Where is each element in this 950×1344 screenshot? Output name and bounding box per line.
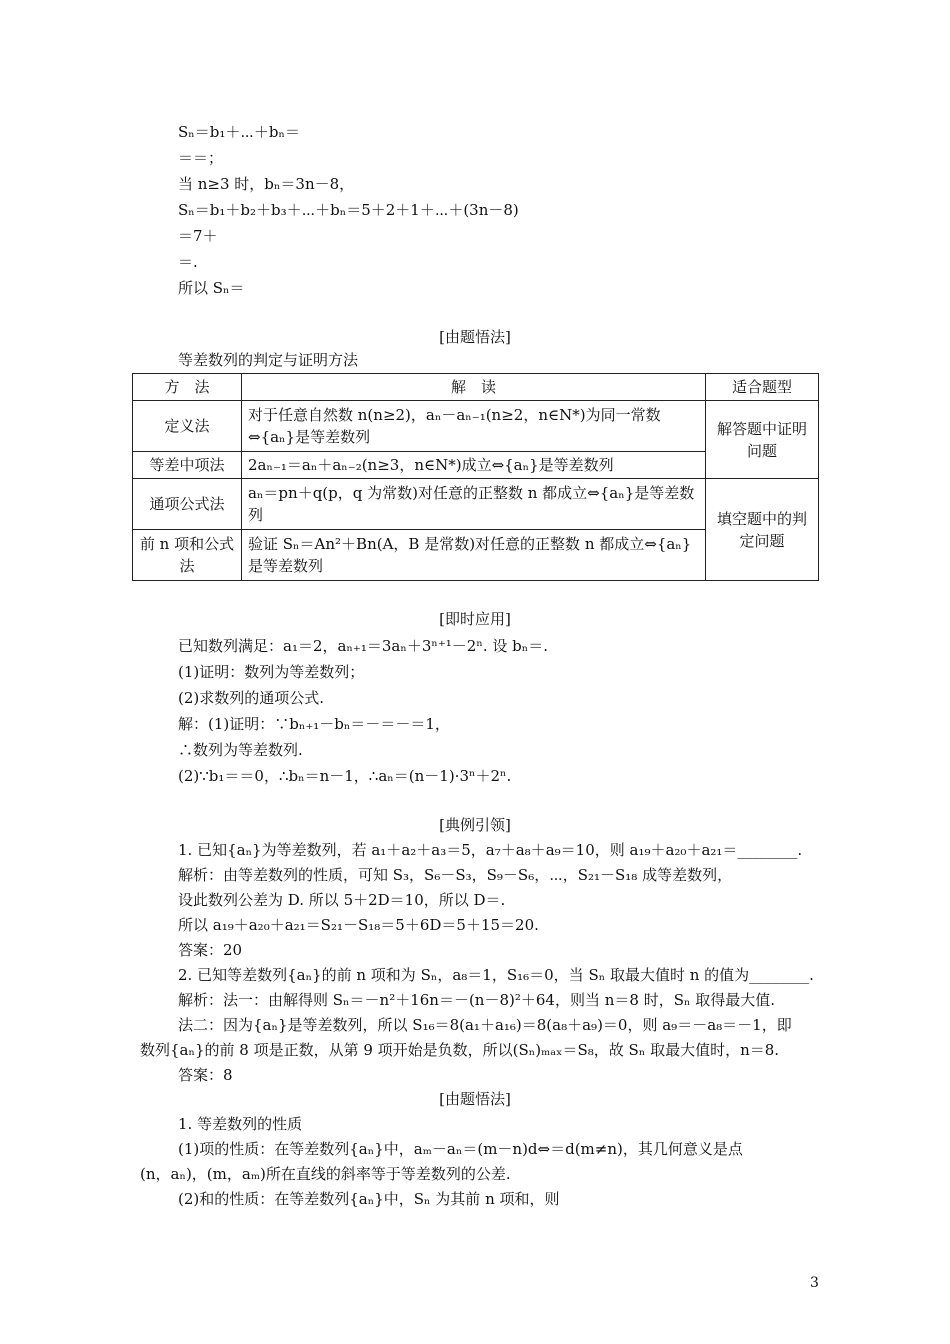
type-cell: 解答题中证明问题 <box>706 401 819 479</box>
table-row <box>133 479 819 530</box>
text-line: (2)和的性质：在等差数列{aₙ}中，Sₙ 为其前 n 项和，则 <box>178 1190 560 1208</box>
text-line: 法二：因为{aₙ}是等差数列，所以 S₁₆＝8(a₁＋a₁₆)＝8(a₈＋a₉)＝0，则 a₉＝－a₈＝－1，即 <box>178 1016 792 1034</box>
text-line: (2)求数列的通项公式. <box>178 689 325 707</box>
section-heading: [由题悟法] <box>439 328 511 346</box>
text-line: 已知数列满足：a₁＝2，aₙ₊₁＝3aₙ＋3ⁿ⁺¹－2ⁿ. 设 bₙ＝. <box>178 637 548 655</box>
section-heading: [典例引领] <box>439 816 511 834</box>
text-line: 所以 Sₙ＝ <box>178 279 245 297</box>
text-line: Sₙ＝b₁＋b₂＋b₃＋⋯＋bₙ＝5＋2＋1＋⋯＋(3n－8) <box>178 201 519 219</box>
text-line: ＝＝； <box>178 149 224 167</box>
text-line: 当 n≥3 时，bₙ＝3n－8， <box>178 175 355 193</box>
method-cell: 通项公式法 <box>133 479 242 530</box>
text-line: 设此数列公差为 D. 所以 5＋2D＝10，所以 D＝. <box>178 891 506 909</box>
text-line: 答案：8 <box>178 1066 233 1084</box>
explain-cell: 对于任意自然数 n(n≥2)，aₙ－aₙ₋₁(n≥2，n∈N*)为同一常数⇔{aₙ}是等差数列 <box>242 401 706 452</box>
text-line: 解析：由等差数列的性质，可知 S₃，S₆－S₃，S₉－S₆，⋯，S₂₁－S₁₈ 成等差数列， <box>178 866 733 884</box>
text-line: (1)证明：数列为等差数列； <box>178 663 365 681</box>
methods-table <box>132 373 819 581</box>
text-line: (1)项的性质：在等差数列{aₙ}中，aₘ－aₙ＝(m－n)d⇔＝d(m≠n)，其几何意义是点 <box>178 1140 743 1158</box>
column-header: 解 读 <box>242 374 706 401</box>
text-line: (n，aₙ)，(m，aₘ)所在直线的斜率等于等差数列的公差. <box>140 1165 511 1183</box>
text-line: 所以 a₁₉＋a₂₀＋a₂₁＝S₂₁－S₁₈＝5＋6D＝5＋15＝20. <box>178 916 539 934</box>
text-line: ＝. <box>178 253 198 271</box>
page-number: 3 <box>810 1275 819 1291</box>
text-line: 解：(1)证明：∵bₙ₊₁－bₙ＝－＝－＝1， <box>178 715 450 733</box>
type-cell: 填空题中的判定问题 <box>706 479 819 581</box>
column-header: 方 法 <box>133 374 242 401</box>
table-header-row <box>133 374 819 401</box>
column-header: 适合题型 <box>706 374 819 401</box>
text-line: ＝7＋ <box>178 227 218 245</box>
text-line: 数列{aₙ}的前 8 项是正数，从第 9 项开始是负数，所以(Sₙ)ₘₐₓ＝S₈，故 Sₙ 取最大值时，n＝8. <box>140 1041 780 1059</box>
text-line: Sₙ＝b₁＋⋯＋bₙ＝ <box>178 123 300 141</box>
explain-cell: 验证 Sₙ＝An²＋Bn(A，B 是常数)对任意的正整数 n 都成立⇔{aₙ}是等差数列 <box>242 530 706 581</box>
explain-cell: aₙ＝pn＋q(p，q 为常数)对任意的正整数 n 都成立⇔{aₙ}是等差数列 <box>242 479 706 530</box>
section-heading: [由题悟法] <box>439 1090 511 1108</box>
table-row <box>133 401 819 452</box>
method-cell: 等差中项法 <box>133 452 242 479</box>
method-cell: 定义法 <box>133 401 242 452</box>
table-title: 等差数列的判定与证明方法 <box>178 351 359 369</box>
text-line: 1. 已知{aₙ}为等差数列，若 a₁＋a₂＋a₃＝5，a₇＋a₈＋a₉＝10，则 a₁₉＋a₂₀＋a₂₁＝________. <box>178 841 803 859</box>
text-line: ∴数列为等差数列. <box>178 741 303 759</box>
text-line: 答案：20 <box>178 941 243 959</box>
text-line: 解析：法一：由解得则 Sₙ＝－n²＋16n＝－(n－8)²＋64，则当 n＝8 时，Sₙ 取得最大值. <box>178 991 776 1009</box>
section-heading: [即时应用] <box>439 610 511 628</box>
text-line: 1. 等差数列的性质 <box>178 1115 303 1133</box>
text-line: (2)∵b₁＝＝0，∴bₙ＝n－1，∴aₙ＝(n－1)·3ⁿ＋2ⁿ. <box>178 767 512 785</box>
explain-cell: 2aₙ₋₁＝aₙ＋aₙ₋₂(n≥3，n∈N*)成立⇔{aₙ}是等差数列 <box>242 452 706 479</box>
text-line: 2. 已知等差数列{aₙ}的前 n 项和为 Sₙ，a₈＝1，S₁₆＝0，当 Sₙ 取最大值时 n 的值为________. <box>178 966 814 984</box>
method-cell: 前 n 项和公式法 <box>133 530 242 581</box>
